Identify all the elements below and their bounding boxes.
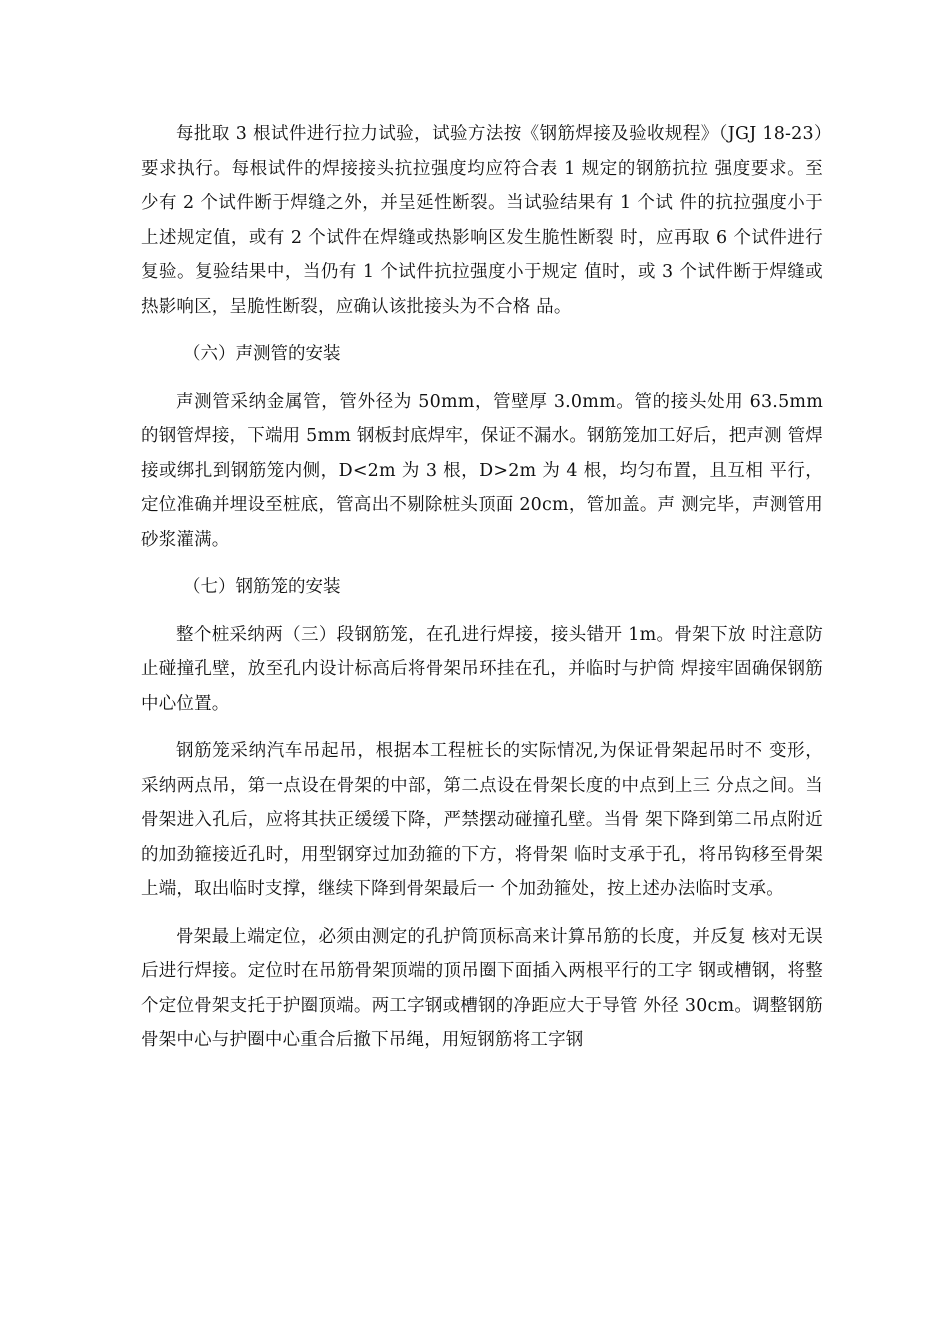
paragraph-sounding-pipe: 声测管采纳金属管，管外径为 50mm，管壁厚 3.0mm。管的接头处用 63.5mm 的钢管焊接，下端用 5mm 钢板封底焊牢，保证不漏水。钢筋笼加工好后，把声测 管焊接或绑扎到钢筋笼内侧，D<2m 为 3 根，D>2m 为 4 根，均匀布置，且互相 平行，定位准确并埋设至桩底，管高出不剔除桩头顶面 20cm，管加盖。声 测完毕，声测管用砂浆灌满。: [141, 391, 823, 550]
paragraph-rebar-cage-lifting: 钢筋笼采纳汽车吊起吊，根据本工程桩长的实际情况,为保证骨架起吊时不 变形，采纳两点吊，第一点设在骨架的中部，第二点设在骨架长度的中点到上三 分点之间。当骨架进入孔后，应将其扶正缓缓下降，严禁摆动碰撞孔壁。当骨 架下降到第二吊点附近的加劲箍接近孔时，用型钢穿过加劲箍的下方，将骨架 临时支承于孔，将吊钩移至骨架上端，取出临时支撑，继续下降到骨架最后一 个加劲箍处，按上述办法临时支承。: [141, 741, 823, 899]
paragraph-tensile-test: 每批取 3 根试件进行拉力试验，试验方法按《钢筋焊接及验收规程》（JGJ 18-23）要求执行。每根试件的焊接接头抗拉强度均应符合表 1 规定的钢筋抗拉 强度要求。至少有 2 个试件断于焊缝之外，并呈延性断裂。当试验结果有 1 个试 件的抗拉强度小于上述规定值，或有 2 个试件在焊缝或热影响区发生脆性断裂 时，应再取 6 个试件进行复验。复验结果中，当仍有 1 个试件抗拉强度小于规定 值时，或 3 个试件断于焊缝或热影响区，呈脆性断裂，应确认该批接头为不合格 品。: [141, 124, 823, 317]
section-heading-sounding-pipe: （六）声测管的安装: [183, 344, 341, 364]
paragraph-cage-positioning: 骨架最上端定位，必须由测定的孔护筒顶标高来计算吊筋的长度，并反复 核对无误后进行焊接。定位时在吊筋骨架顶端的顶吊圈下面插入两根平行的工字 钢或槽钢，将整个定位骨架支托于护圈顶端。两工字钢或槽钢的净距应大于导管 外径 30cm。调整钢筋骨架中心与护圈中心重合后撤下吊绳，用短钢筋将工字钢: [141, 926, 823, 1050]
section-heading-rebar-cage: （七）钢筋笼的安装: [183, 577, 341, 597]
document-page: [141, 117, 823, 1058]
paragraph-rebar-cage-segments: 整个桩采纳两（三）段钢筋笼，在孔进行焊接，接头错开 1m。骨架下放 时注意防止碰撞孔壁，放至孔内设计标高后将骨架吊环挂在孔，并临时与护筒 焊接牢固确保钢筋中心位置。: [141, 624, 823, 714]
